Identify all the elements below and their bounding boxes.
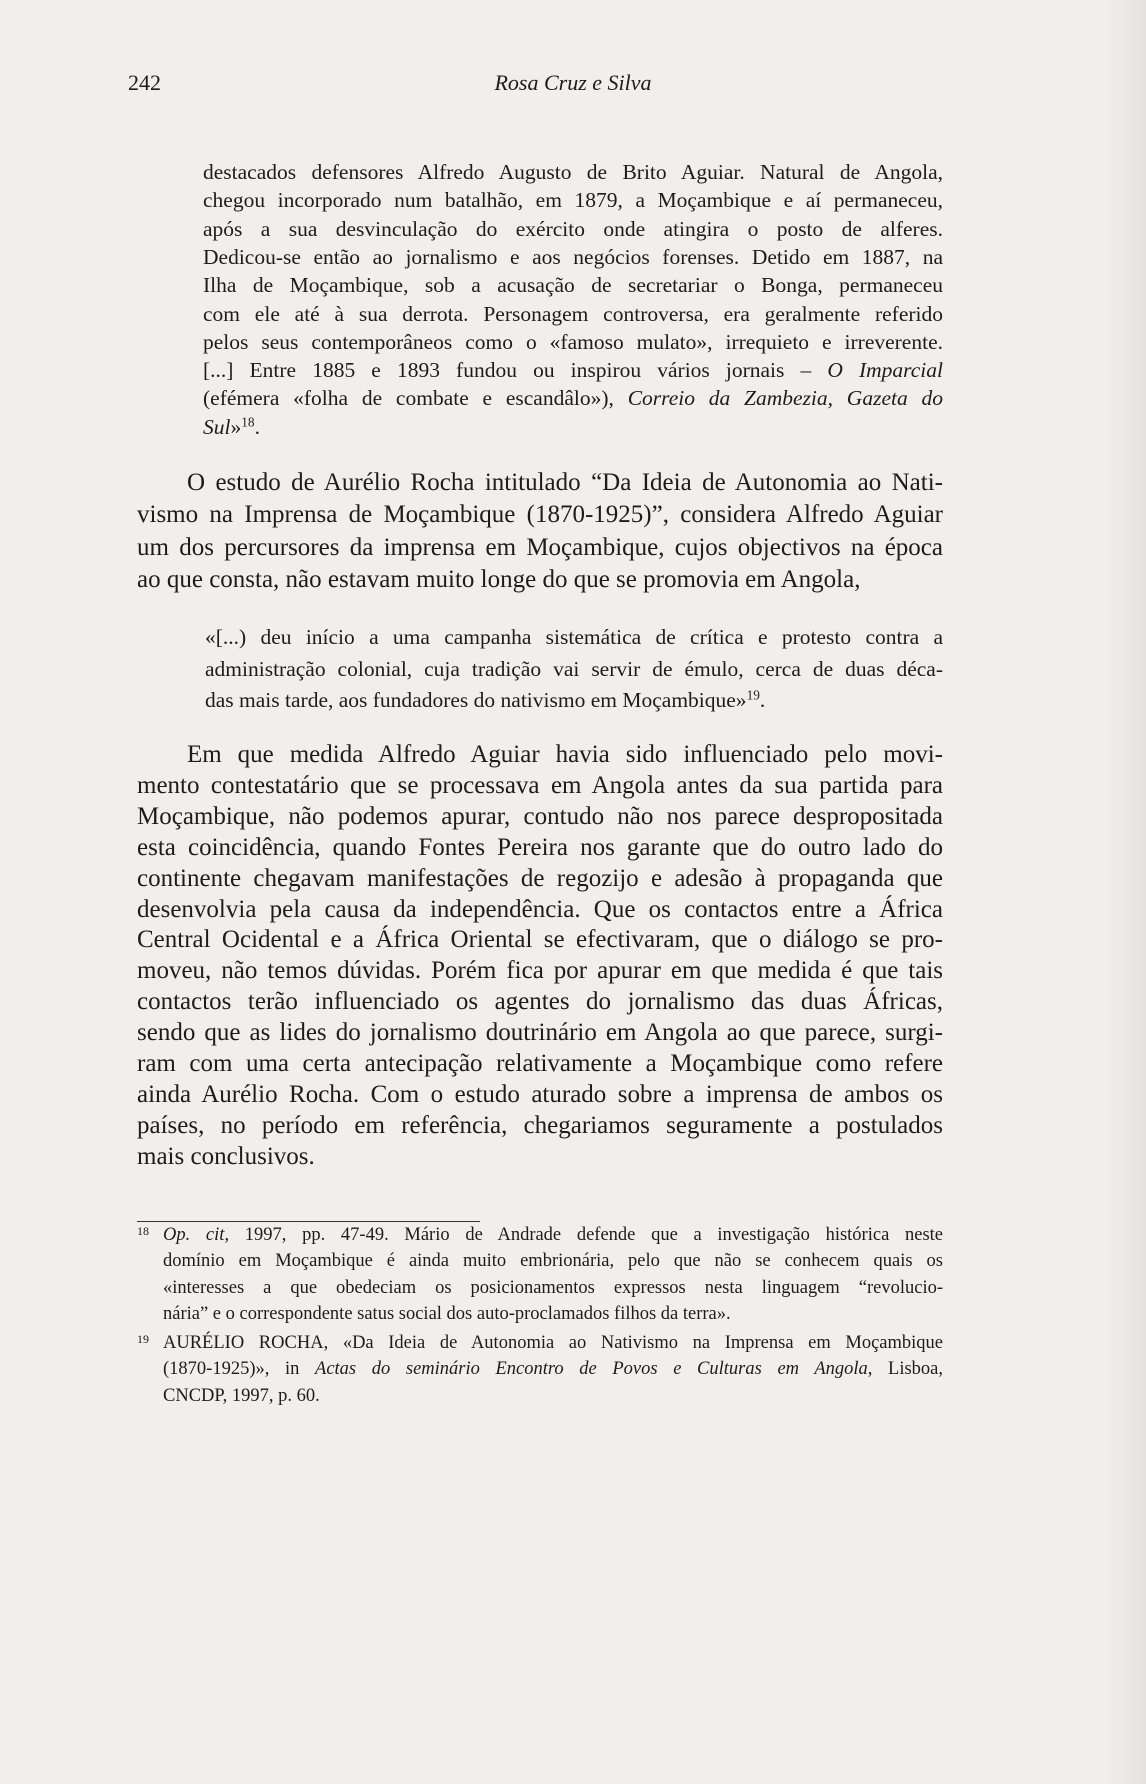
paragraph-2-line	[137, 924, 943, 956]
paragraph-2-line	[137, 863, 943, 895]
italic-text: Op. cit	[163, 1225, 225, 1245]
text: Central Ocidental e a África Oriental se efectivaram, que o diálogo se pro-	[137, 926, 943, 954]
text: mais conclusivos.	[137, 1142, 315, 1170]
text: Em que medida Alfredo Aguiar havia sido influenciado pelo movi-	[187, 741, 943, 768]
italic-text: Correio da Zambezia, Gazeta do	[627, 386, 943, 411]
text: moveu, não temos dúvidas. Porém fica por apurar em que medida é que tais	[137, 957, 943, 985]
footnote-ref: 19	[746, 687, 760, 703]
paragraph-2-line	[137, 955, 943, 987]
text: administração colonial, cuja tradição vai servir de émulo, cerca de duas déca-	[205, 656, 943, 681]
footnote-19-line	[163, 1330, 943, 1356]
quote-2-line	[205, 686, 943, 714]
text: «interesses a que obedeciam os posicionamentos expressos nesta linguagem “revolucio-	[163, 1277, 943, 1298]
text: das mais tarde, aos fundadores do nativismo em Moçambique»	[205, 688, 747, 712]
quote-2-line	[205, 655, 943, 683]
text: pelos seus contemporâneos como o «famoso mulato», irrequieto e irreverente.	[203, 329, 943, 354]
paragraph-2-line	[137, 801, 943, 833]
paragraph-1-line	[137, 564, 943, 596]
paragraph-2-line	[187, 739, 943, 771]
footnote-18-line	[163, 1222, 943, 1248]
text: sendo que as lides do jornalismo doutrinário em Angola ao que parece, surgi-	[137, 1019, 943, 1047]
text: ainda Aurélio Rocha. Com o estudo aturado sobre a imprensa de ambos os	[137, 1080, 943, 1108]
paragraph-2-line	[137, 894, 943, 926]
text: esta coincidência, quando Fontes Pereira nos garante que do outro lado do	[137, 833, 943, 861]
paragraph-1-line	[187, 467, 943, 499]
quote-1-line	[203, 328, 943, 356]
text: , Lisboa,	[867, 1359, 943, 1380]
text: destacados defensores Alfredo Augusto de Brito Aguiar. Natural de Angola,	[203, 160, 943, 184]
quote-1-line	[203, 356, 943, 384]
quote-1-line	[203, 271, 943, 299]
running-head: Rosa Cruz e Silva	[494, 70, 652, 95]
quote-1-line	[203, 384, 943, 412]
text: Moçambique, não podemos apurar, contudo não nos parece despropositada	[137, 802, 943, 830]
paragraph-1-line	[137, 532, 943, 564]
text: chegou incorporado num batalhão, em 1879, a Moçambique e aí permaneceu,	[203, 188, 943, 213]
paragraph-2-line	[137, 770, 943, 802]
text: desenvolvia pela causa da independência. Que os contactos entre a África	[137, 895, 943, 923]
text: , 1997, pp. 47-49. Mário de Andrade defende que a investigação histórica neste	[224, 1225, 943, 1245]
footnote-19-line	[163, 1383, 943, 1409]
paragraph-2-line	[137, 1141, 943, 1173]
text: [...] Entre 1885 e 1893 fundou ou inspirou vários jornais –	[203, 358, 828, 383]
text: contactos terão influenciado os agentes do jornalismo das duas Áfricas,	[137, 988, 943, 1016]
paragraph-1-line	[137, 499, 943, 531]
quote-2-line	[205, 623, 943, 651]
text: O estudo de Aurélio Rocha intitulado “Da Ideia de Autonomia ao Nati-	[187, 469, 943, 496]
text: .	[254, 414, 260, 439]
footnote-19-line	[163, 1356, 943, 1382]
text: .	[759, 688, 766, 712]
quote-1-line	[203, 215, 943, 243]
footnote-ref: 18	[241, 414, 255, 430]
text: nária” e o correspondente satus social dos auto-proclamados filhos da terra».	[163, 1303, 731, 1324]
text: (efémera «folha de combate e escandâlo»),	[203, 386, 628, 411]
text: (1870-1925)», in	[163, 1359, 316, 1380]
text: países, no período em referência, chegariamos seguramente a postulados	[137, 1111, 943, 1139]
quote-1-line	[203, 300, 943, 328]
quote-1-line	[203, 413, 943, 441]
paragraph-2-line	[137, 1079, 943, 1111]
text: continente chegavam manifestações de regozijo e adesão à propaganda que	[137, 864, 943, 892]
page-edge-shadow	[1106, 0, 1146, 1784]
text: após a sua desvinculação do exército onde atingira o posto de alferes.	[203, 216, 943, 241]
italic-text: Sul	[203, 414, 231, 439]
footnote-number: 18	[137, 1224, 149, 1238]
text: Ilha de Moçambique, sob a acusação de secretariar o Bonga, permaneceu	[203, 273, 943, 298]
text: com ele até à sua derrota. Personagem controversa, era geralmente referido	[203, 301, 943, 326]
text: «[...) deu início a uma campanha sistemática de crítica e protesto contra a	[205, 625, 943, 649]
footnote-18-line	[163, 1275, 943, 1301]
quote-1-line	[203, 186, 943, 214]
paragraph-2-line	[137, 832, 943, 864]
footnote-number: 19	[137, 1332, 149, 1346]
paragraph-2-line	[137, 986, 943, 1018]
footnote-18-line	[163, 1301, 943, 1327]
paragraph-2-line	[137, 1110, 943, 1142]
text: ram com uma certa antecipação relativamente a Moçambique como refere	[137, 1050, 943, 1077]
text: vismo na Imprensa de Moçambique (1870-1925)”, considera Alfredo Aguiar	[137, 501, 943, 529]
footnote-18-line	[163, 1248, 943, 1274]
italic-text: O Imparcial	[827, 358, 943, 383]
text: um dos percursores da imprensa em Moçambique, cujos objectivos na época	[137, 533, 943, 561]
quote-1-line	[203, 243, 943, 271]
text: mento contestatário que se processava em Angola antes da sua partida para	[137, 771, 943, 799]
text: AURÉLIO ROCHA, «Da Ideia de Autonomia ao Nativismo na Imprensa em Moçambique	[163, 1333, 943, 1353]
quote-1-line	[203, 158, 943, 186]
text: CNCDP, 1997, p. 60.	[163, 1385, 320, 1406]
text: Dedicou-se então ao jornalismo e aos negócios forenses. Detido em 1887, na	[203, 244, 943, 269]
page-number: 242	[128, 70, 161, 95]
paragraph-2-line	[137, 1048, 943, 1080]
text: »	[230, 414, 242, 439]
text: domínio em Moçambique é ainda muito embrionária, pelo que não se conhecem quais os	[163, 1251, 943, 1272]
paragraph-2-line	[137, 1017, 943, 1049]
italic-text: Actas do seminário Encontro de Povos e Culturas em Angola	[315, 1359, 868, 1380]
text: ao que consta, não estavam muito longe do que se promovia em Angola,	[137, 565, 861, 593]
